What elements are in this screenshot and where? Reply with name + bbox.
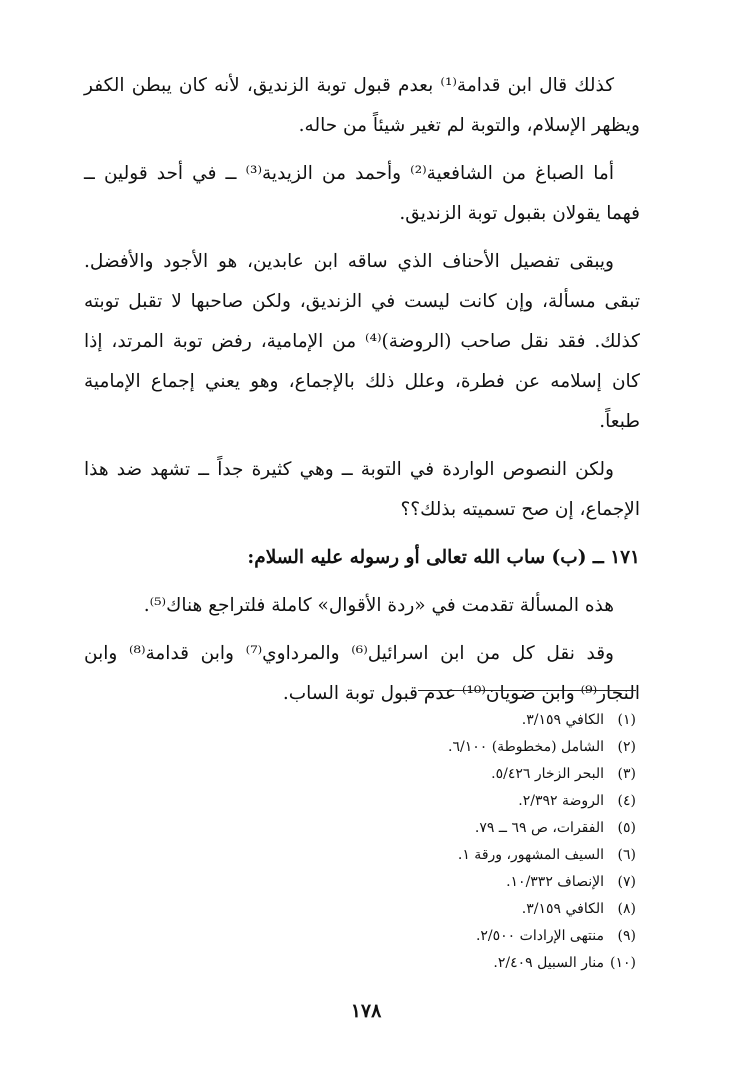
footnote-number: (٣) xyxy=(617,766,636,782)
footnote-divider xyxy=(418,690,636,691)
footnote-number: (٨) xyxy=(617,901,636,917)
footnote-item xyxy=(336,815,636,842)
footnote-text: الكافي ٣/١٥٩. xyxy=(521,712,604,728)
page-number: ١٧٨ xyxy=(350,1000,382,1022)
body-text xyxy=(84,66,640,722)
footnote-number: (٩) xyxy=(617,928,636,944)
footnote-number: (١٠) xyxy=(610,955,636,971)
footnote-number: (٤) xyxy=(617,793,636,809)
footnote-text: الروضة ٢/٣٩٢. xyxy=(518,793,604,809)
footnote-item xyxy=(336,950,636,977)
paragraph: أما الصباغ من الشافعية⁽²⁾ وأحمد من الزيدية⁽³⁾ ــ في أحد قولين ــ فهما يقولان بقبول توبة الزنديق. xyxy=(84,163,640,224)
footnote-item xyxy=(336,923,636,950)
footnote-item xyxy=(336,842,636,869)
footnote-item xyxy=(336,788,636,815)
paragraph: هذه المسألة تقدمت في «ردة الأقوال» كاملة فلتراجع هناك⁽⁵⁾. xyxy=(143,595,614,616)
footnote-item xyxy=(336,707,636,734)
footnote-text: الفقرات، ص ٦٩ ــ ٧٩. xyxy=(474,820,604,836)
footnote-text: منتهى الإرادات ٢/٥٠٠. xyxy=(475,928,604,944)
footnote-number: (١) xyxy=(617,712,636,728)
footnote-text: منار السبيل ٢/٤٠٩. xyxy=(493,955,604,971)
footnote-number: (٧) xyxy=(617,874,636,890)
paragraph: ويبقى تفصيل الأحناف الذي ساقه ابن عابدين، هو الأجود والأفضل. تبقى مسألة، وإن كانت ليست في الزنديق، ولكن صاحبها لا تقبل توبته كذلك. فقد نقل صاحب (الروضة)⁽⁴⁾ من الإمامية، رفض توبة المرتد، إذا كان إسلامه عن فطرة، وعلل ذلك بالإجماع، وهو يعني إجماع الإمامية طبعاً. xyxy=(84,251,640,432)
footnotes-list xyxy=(336,707,636,977)
footnote-number: (٢) xyxy=(617,739,636,755)
footnote-text: البحر الزخار ٥/٤٢٦. xyxy=(491,766,604,782)
footnote-item xyxy=(336,734,636,761)
footnote-text: الكافي ٣/١٥٩. xyxy=(521,901,604,917)
footnote-item xyxy=(336,869,636,896)
footnote-number: (٥) xyxy=(617,820,636,836)
footnote-item xyxy=(336,896,636,923)
section-heading: ١٧١ ــ (ب) ساب الله تعالى أو رسوله عليه السلام: xyxy=(247,547,640,568)
footnote-text: الإنصاف ١٠/٣٣٢. xyxy=(506,874,604,890)
paragraph: ولكن النصوص الواردة في التوبة ــ وهي كثيرة جداً ــ تشهد ضد هذا الإجماع، إن صح تسميته بذلك؟؟ xyxy=(84,459,640,520)
paragraph: وقد نقل كل من ابن اسرائيل⁽⁶⁾ والمرداوي⁽⁷⁾ وابن قدامة⁽⁸⁾ وابن النجار⁽⁹⁾ وابن ضويان⁽¹⁰⁾ عدم قبول توبة الساب. xyxy=(84,643,640,704)
paragraph: كذلك قال ابن قدامة⁽¹⁾ بعدم قبول توبة الزنديق، لأنه كان يبطن الكفر ويظهر الإسلام، والتوبة لم تغير شيئاً من حاله. xyxy=(84,75,640,136)
footnote-item xyxy=(336,761,636,788)
footnote-text: السيف المشهور، ورقة ١. xyxy=(457,847,604,863)
footnote-number: (٦) xyxy=(617,847,636,863)
footnote-text: الشامل (مخطوطة) ٦/١٠٠. xyxy=(448,739,604,755)
